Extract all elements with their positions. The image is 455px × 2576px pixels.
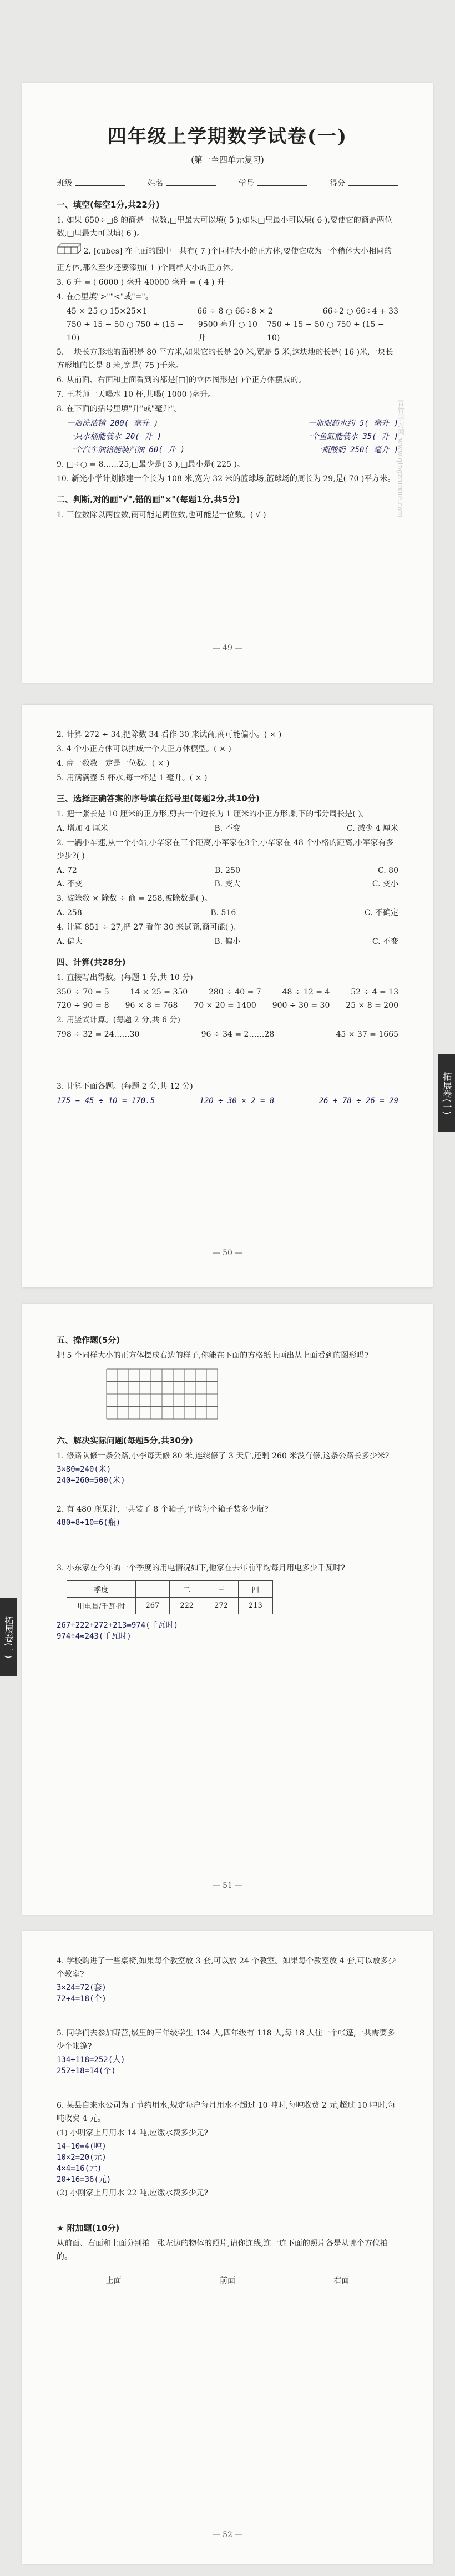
field-number: 学号 <box>239 178 307 189</box>
solve-q4: 4. 学校购进了一些桌椅,如果每个教室放 3 套,可以放 24 个教室。如果每个教室放 4 套,可以放多少个教室? <box>57 1957 396 1979</box>
table-row: 用电量/千瓦·时 267 222 272 213 <box>67 1598 273 1614</box>
table-header-row: 季度 一 二 三 四 <box>67 1581 273 1598</box>
choice-q2: 2. 一辆小车速,从一个小站,小华家在三个距离,小军家在3个,小华家在 48 个小格的距离,小军家有多少步?( ) <box>57 839 394 861</box>
section-fill: 一、填空(每空1分,共22分) <box>57 200 160 210</box>
sub-q2: (2) 小刚家上月用水 22 吨,应缴水费多少元? <box>57 2189 208 2198</box>
work-q5: 134+118=252(人) 252÷18=14(个) <box>57 2055 125 2075</box>
student-fields <box>57 178 398 189</box>
section-calc: 四、计算(共28分) <box>57 957 126 967</box>
watermark: 青竹学习网 www.qingzhuxue.com <box>396 400 404 518</box>
page-number: — 52 — <box>212 2530 243 2539</box>
page-49 <box>22 83 433 683</box>
choice-opts-4: A. 258 B. 516 C. 不确定 <box>57 908 398 917</box>
compare-row-2: 750 ÷ 15 − 50 ○ 750 ÷ (15 − 10) 9500 毫升 ○ 10 升 750 ÷ 15 − 50 ○ 750 ÷ (15 − 10) <box>67 320 385 342</box>
units-row-3: 一个汽车油箱能装汽油 60( 升 ) 一瓶酸奶 250( 毫升 ) <box>67 446 398 454</box>
calc-oral-title: 1. 直接写出得数。(每题 1 分,共 10 分) <box>57 973 193 982</box>
mixed-row: 175 − 45 ÷ 10 = 170.5 120 ÷ 30 × 2 = 8 26 + 78 ÷ 26 = 29 <box>57 1097 398 1105</box>
field-class: 班级 <box>57 178 125 189</box>
solve-q5: 5. 同学们去参加野营,级里的三年级学生 134 人,四年级有 118 人,每 18 人住一个帐篷,一共需要多少个帐篷? <box>57 2029 395 2051</box>
compare-row-1: 45 × 25 ○ 15×25×1 66 ÷ 8 ○ 66÷8 × 2 66÷2 ○ 66÷4 + 33 <box>67 307 398 316</box>
choice-q1: 1. 把一张长是 10 厘米的正方形,剪去一个边长为 1 厘米的小正方形,剩下的部分周长是( )。 <box>57 810 369 819</box>
choice-q4: 4. 计算 851 ÷ 27,把 27 看作 30 来试商,商可能( )。 <box>57 923 242 932</box>
solve-q3: 3. 小东家在今年的一个季度的用电情况如下,他家在去年前平均每月用电多少千瓦时? <box>57 1564 345 1573</box>
side-tab-left: 拓展卷(一) <box>0 1598 17 1676</box>
vertical-row: 798 ÷ 32 = 24……30 96 ÷ 34 = 2……28 45 × 37 = 1665 <box>57 1030 398 1039</box>
page-number: — 49 — <box>212 644 243 653</box>
section-ops: 五、操作题(5分) <box>57 1335 120 1345</box>
solve-q1: 1. 修路队修一条公路,小李每天修 80 米,连续修了 3 天后,还剩 260 米没有修,这条公路长多少米? <box>57 1452 390 1461</box>
oral-row-2: 720 ÷ 90 = 8 96 × 8 = 768 70 × 20 = 1400 900 ÷ 30 = 30 25 × 8 = 200 <box>57 1001 398 1010</box>
judge-q1: 1. 三位数除以两位数,商可能是两位数,也可能是一位数。( √ ) <box>57 511 266 519</box>
work-q2: 480÷8÷10=6(瓶) <box>57 1518 121 1527</box>
page-number: — 50 — <box>212 1249 243 1257</box>
exam-subtitle: (第一至四单元复习) <box>191 155 264 165</box>
fill-q4: 4. 在○里填">""<"或"="。 <box>57 292 153 301</box>
solve-q6: 6. 某县自来水公司为了节约用水,规定每户每月用水不超过 10 吨时,每吨收费 2 元,超过 10 吨时,每吨收费 4 元。 <box>57 2101 396 2123</box>
judge-q5: 5. 用满满壶 5 杯水,每一杯是 1 毫升。( × ) <box>57 774 208 782</box>
ops-question: 把 5 个同样大小的正方体摆成右边的样子,你能在下面的方格纸上画出从上面看到的图形吗? <box>57 1351 368 1360</box>
page-50 <box>22 705 433 1287</box>
choice-opts-1: A. 增加 4 厘米 B. 不变 C. 减少 4 厘米 <box>57 824 398 833</box>
side-tab-right: 拓展卷(一) <box>438 1054 455 1132</box>
grid-paper <box>101 1363 223 1425</box>
fill-q9: 9. □÷○ = 8……25,□最少是( 3 ),□最小是( 225 )。 <box>57 460 245 469</box>
fill-q3: 3. 6 升 = ( 6000 ) 毫升 40000 毫升 = ( 4 ) 升 <box>57 278 225 287</box>
page-52 <box>22 1931 433 2564</box>
work-q1: 3×80=240(米) 240+260=500(米) <box>57 1465 125 1485</box>
fill-q1: 1. 如果 650÷□8 的商是一位数,□里最大可以填( 5 );如果□里最小可以填( 6 ),要使它的商是两位数,□里最大可以填( 6 )。 <box>57 216 392 238</box>
page-number: — 51 — <box>212 1881 243 1890</box>
fill-q7: 7. 王老师一天喝水 10 杯,共喝( 1000 )毫升。 <box>57 390 216 399</box>
judge-q2: 2. 计算 272 ÷ 34,把除数 34 看作 30 来试商,商可能偏小。( × ) <box>57 730 282 739</box>
units-row-1: 一瓶洗洁精 200( 毫升 ) 一瓶眼药水约 5( 毫升 ) <box>67 419 398 428</box>
bonus-labels: 上面 前面 右面 <box>105 2276 350 2285</box>
section-judge: 二、判断,对的画"√",错的画"×"(每题1分,共5分) <box>57 494 240 504</box>
field-name: 姓名 <box>148 178 216 189</box>
bonus-question: 从前面、右面和上面分别拍一张左边的物体的照片,请你连线,连一连下面的照片各是从哪个方位拍的。 <box>57 2239 388 2261</box>
field-score: 得分 <box>330 178 398 189</box>
judge-q3: 3. 4 个小正方体可以拼成一个大正方体模型。( × ) <box>57 745 231 754</box>
section-choice: 三、选择正确答案的序号填在括号里(每题2分,共10分) <box>57 794 260 804</box>
choice-q3: 3. 被除数 × 除数 ÷ 商 = 258,被除数是( )。 <box>57 894 213 903</box>
cubes-icon <box>57 241 81 261</box>
work-q3: 267+222+272+213=974(千瓦时) 974÷4≈243(千瓦时) <box>57 1621 179 1641</box>
solve-q2: 2. 有 480 瓶果汁,一共装了 8 个箱子,平均每个箱子装多少瓶? <box>57 1505 269 1514</box>
calc-mixed-title: 3. 计算下面各题。(每题 2 分,共 12 分) <box>57 1082 193 1091</box>
choice-opts-5: A. 偏大 B. 偏小 C. 不变 <box>57 937 398 946</box>
sub-q1: (1) 小明家上月用水 14 吨,应缴水费多少元? <box>57 2129 208 2138</box>
oral-row-1: 350 ÷ 70 = 5 14 × 25 = 350 280 ÷ 40 = 7 48 ÷ 12 = 4 52 ÷ 4 = 13 <box>57 988 398 997</box>
section-solve: 六、解决实际问题(每题5分,共30分) <box>57 1436 193 1446</box>
fill-q10: 10. 新光小学计划修建一个长为 108 米,宽为 32 米的篮球场,篮球场的周长为 29,是( 70 )平方米。 <box>57 474 396 483</box>
work-q4: 3×24=72(套) 72÷4=18(个) <box>57 1983 107 2003</box>
fill-q6: 6. 从前面、右面和上面看到的都是[□]的立体图形是( )个正方体摆成的。 <box>57 376 306 385</box>
judge-q4: 4. 商一数数一定是一位数。( × ) <box>57 759 170 768</box>
units-row-2: 一只水桶能装水 20( 升 ) 一个鱼缸能装水 35( 升 ) <box>67 432 398 441</box>
choice-opts-3: A. 不变 B. 变大 C. 变小 <box>57 880 398 888</box>
fill-q2: 2. [cubes] 在上面的图中一共有( 7 )个同样大小的正方体,要使它成为一个稍体大小相同的正方体,那么至少还要添加( 1 )个同样大小的正方体。 <box>57 241 398 275</box>
page-51 <box>22 1304 433 1915</box>
consumption-table <box>67 1580 273 1614</box>
work-q6a: 14−10=4(吨) 10×2=20(元) 4×4=16(元) 20+16=36(元) <box>57 2142 112 2184</box>
calc-vertical-title: 2. 用竖式计算。(每题 2 分,共 6 分) <box>57 1016 180 1024</box>
choice-opts-2: A. 72 B. 250 C. 80 <box>57 866 398 875</box>
exam-title: 四年级上学期数学试卷(一) <box>107 125 348 148</box>
section-bonus: ★ 附加题(10分) <box>57 2223 120 2233</box>
fill-q8: 8. 在下面的括号里填"升"或"毫升"。 <box>57 405 182 413</box>
fill-q5: 5. 一块长方形地的面积是 80 平方米,如果它的长是 20 米,宽是 5 米,这块地的长是( 16 )米,一块长方形地的长是 8 米,宽是( 75 )千米。 <box>57 348 393 370</box>
